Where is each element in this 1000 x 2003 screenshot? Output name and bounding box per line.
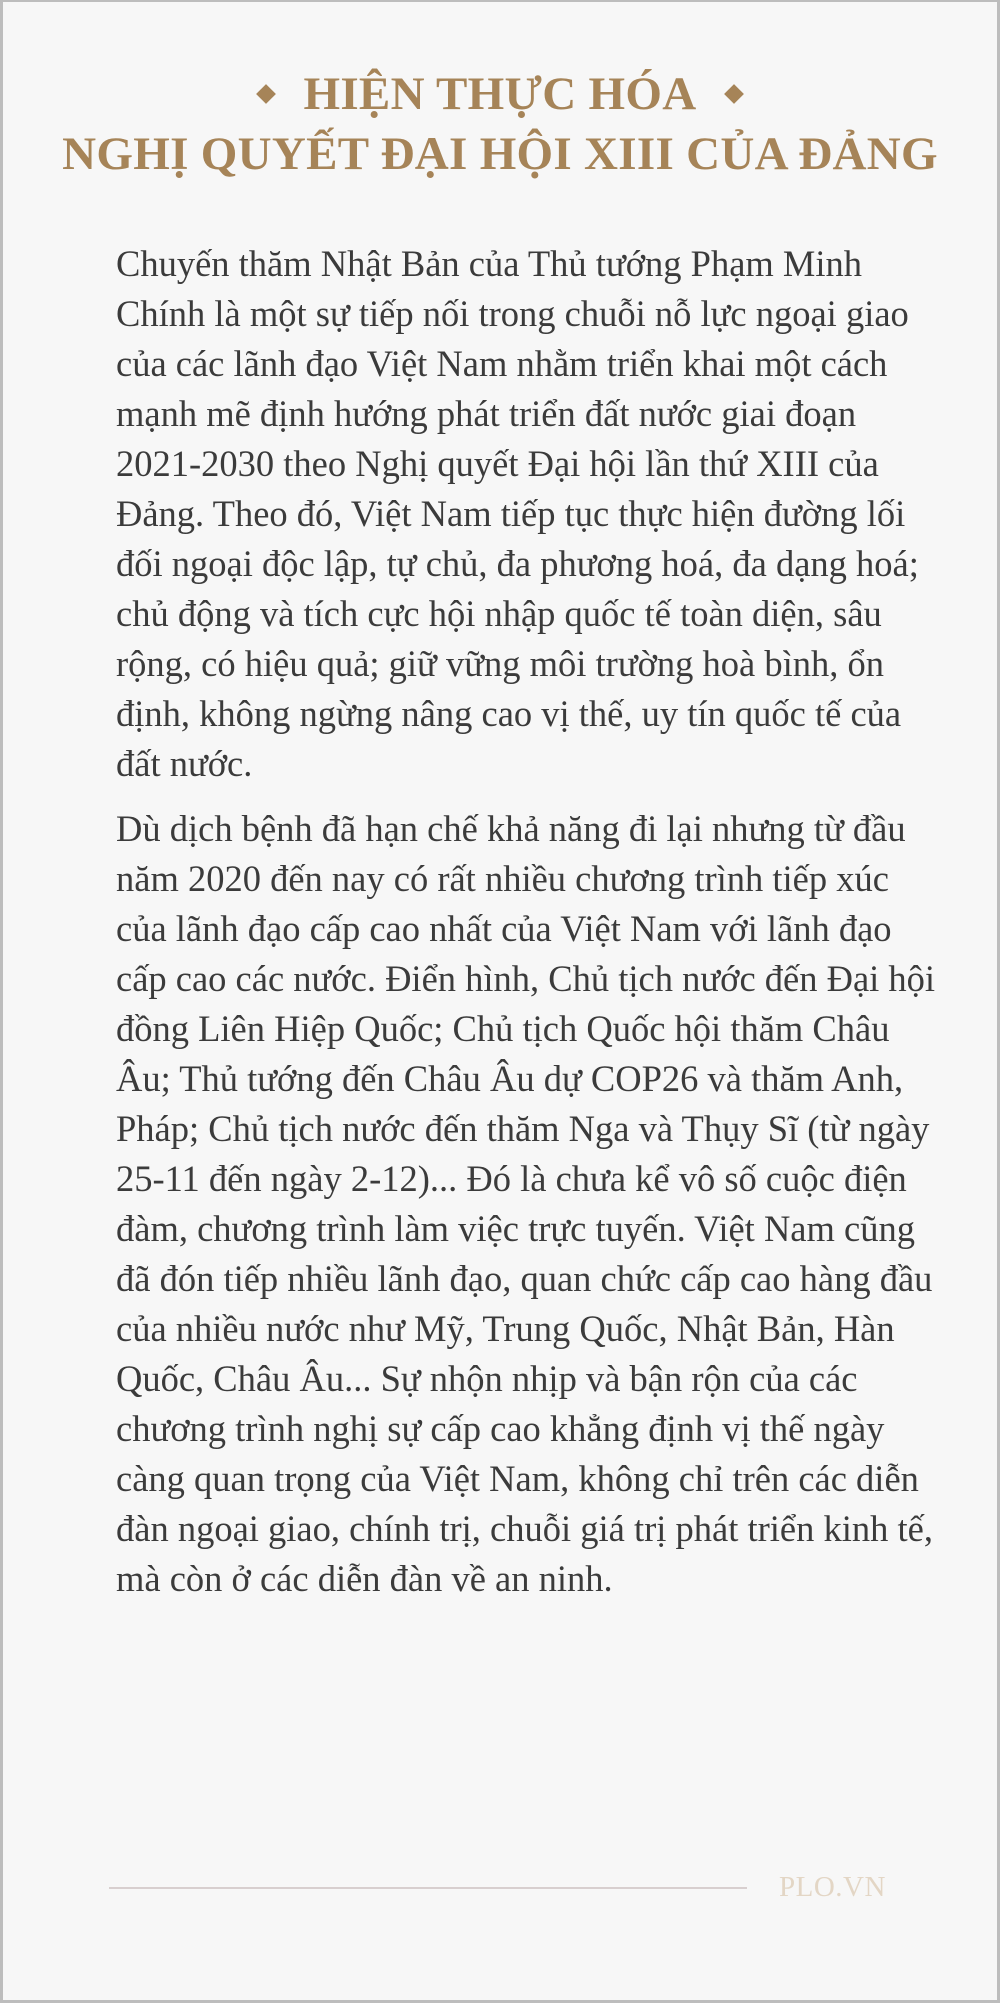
title-text-2: NGHỊ QUYẾT ĐẠI HỘI XIII CỦA ĐẢNG: [62, 128, 938, 180]
paragraph-2: Dù dịch bệnh đã hạn chế khả năng đi lại nhưng từ đầu năm 2020 đến nay có rất nhiều chương trình tiếp xúc của lãnh đạo cấp cao nhất của Việt Nam với lãnh đạo cấp cao các nước. Điển hình, Chủ tịch nước đến Đại hội đồng Liên Hiệp Quốc; Chủ tịch Quốc hội thăm Châu Âu; Thủ tướng đến Châu Âu dự COP26 và thăm Anh, Pháp; Chủ tịch nước đến thăm Nga và Thụy Sĩ (từ ngày 25-11 đến ngày 2-12)... Đó là chưa kể vô số cuộc điện đàm, chương trình làm việc trực tuyến. Việt Nam cũng đã đón tiếp nhiều lãnh đạo, quan chức cấp cao hàng đầu của nhiều nước như Mỹ, Trung Quốc, Nhật Bản, Hàn Quốc, Châu Âu... Sự nhộn nhịp và bận rộn của các chương trình nghị sự cấp cao khẳng định vị thế ngày càng quan trọng của Việt Nam, không chỉ trên các diễn đàn ngoại giao, chính trị, chuỗi giá trị phát triển kinh tế, mà còn ở các diễn đàn về an ninh.: [116, 808, 936, 1599]
paragraph-1: Chuyến thăm Nhật Bản của Thủ tướng Phạm Minh Chính là một sự tiếp nối trong chuỗi nỗ lực ngoại giao của các lãnh đạo Việt Nam nhằm triển khai một cách mạnh mẽ định hướng phát triển đất nước giai đoạn 2021-2030 theo Nghị quyết Đại hội lần thứ XIII của Đảng. Theo đó, Việt Nam tiếp tục thực hiện đường lối đối ngoại độc lập, tự chủ, đa phương hoá, đa dạng hoá; chủ động và tích cực hội nhập quốc tế toàn diện, sâu rộng, có hiệu quả; giữ vững môi trường hoà bình, ổn định, không ngừng nâng cao vị thế, uy tín quốc tế của đất nước.: [116, 243, 919, 784]
diamond-left-icon: [257, 84, 277, 104]
title-line-1: [3, 64, 997, 124]
footer-divider: [109, 1887, 747, 1889]
title-text-1: HIỆN THỰC HÓA: [303, 68, 697, 120]
article-body: [116, 239, 936, 1604]
article-card: [3, 2, 997, 2000]
diamond-right-icon: [724, 84, 744, 104]
brand-watermark: PLO.VN: [779, 1871, 886, 1903]
article-title: [3, 64, 997, 184]
